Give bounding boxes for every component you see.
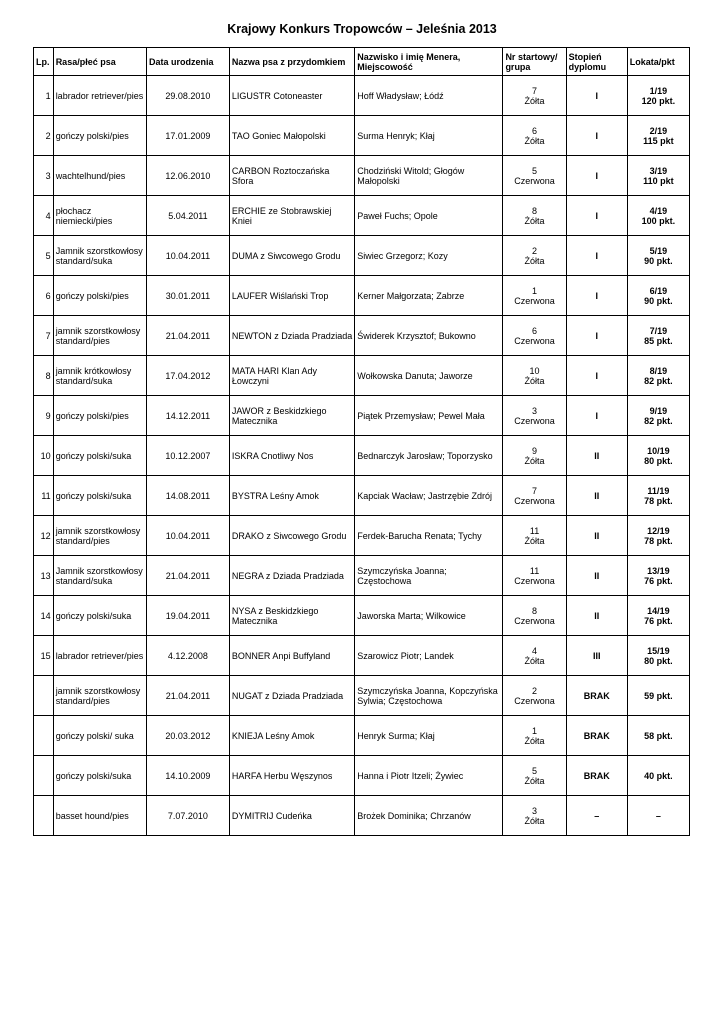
points: 110 pkt [643, 175, 674, 186]
placement: 14/19 [647, 605, 670, 616]
cell-lp [34, 796, 54, 836]
cell-lokata [627, 796, 689, 836]
group-name: Czerwona [514, 175, 555, 186]
cell-data: 10.04.2011 [146, 516, 229, 556]
cell-nazwa: NEGRA z Dziada Pradziada [229, 556, 354, 596]
cell-data: 17.04.2012 [146, 356, 229, 396]
table-row [34, 196, 690, 236]
cell-nazwa: KNIEJA Leśny Amok [229, 716, 354, 756]
cell-nazwa: DRAKO z Siwcowego Grodu [229, 516, 354, 556]
cell-lp [34, 756, 54, 796]
cell-nazwa: MATA HARI Klan Ady Łowczyni [229, 356, 354, 396]
table-row [34, 76, 690, 116]
cell-stopien: I [566, 76, 627, 116]
cell-stopien: BRAK [566, 756, 627, 796]
cell-nazwa: TAO Goniec Małopolski [229, 116, 354, 156]
header-menener: Nazwisko i imię Menera, Miejscowość [355, 48, 503, 76]
cell-data: 20.03.2012 [146, 716, 229, 756]
cell-nr [503, 356, 566, 396]
header-lp: Lp. [34, 48, 54, 76]
cell-stopien: I [566, 396, 627, 436]
group-name: Czerwona [514, 335, 555, 346]
cell-data: 21.04.2011 [146, 556, 229, 596]
cell-stopien: II [566, 476, 627, 516]
cell-lp: 4 [34, 196, 54, 236]
cell-nazwa: DYMITRIJ Cudeńka [229, 796, 354, 836]
start-number: 6 [532, 125, 538, 136]
cell-menener: Chodziński Witold; Głogów Małopolski [355, 156, 503, 196]
cell-data: 21.04.2011 [146, 676, 229, 716]
start-number: 2 [532, 685, 538, 696]
group-name: Żółta [524, 655, 545, 666]
header-nr: Nr startowy/ grupa [503, 48, 566, 76]
points: 120 pkt. [641, 95, 676, 106]
start-number: 1 [532, 285, 538, 296]
cell-menener: Piątek Przemysław; Pewel Mała [355, 396, 503, 436]
cell-stopien: II [566, 556, 627, 596]
cell-data: 14.10.2009 [146, 756, 229, 796]
table-row [34, 116, 690, 156]
cell-nazwa: JAWOR z Beskidzkiego Matecznika [229, 396, 354, 436]
cell-nazwa: ERCHIE ze Stobrawskiej Kniei [229, 196, 354, 236]
cell-lokata [627, 196, 689, 236]
cell-menener: Ferdek-Barucha Renata; Tychy [355, 516, 503, 556]
cell-nazwa: LIGUSTR Cotoneaster [229, 76, 354, 116]
start-number: 8 [532, 205, 538, 216]
cell-lokata [627, 476, 689, 516]
cell-data: 14.08.2011 [146, 476, 229, 516]
cell-data: 4.12.2008 [146, 636, 229, 676]
group-name: Żółta [524, 215, 545, 226]
cell-rasa: gończy polski/pies [53, 276, 146, 316]
start-number: 5 [532, 765, 538, 776]
start-number: 3 [532, 405, 538, 416]
placement: 7/19 [649, 325, 668, 336]
cell-menener: Siwiec Grzegorz; Kozy [355, 236, 503, 276]
cell-nr [503, 516, 566, 556]
table-row [34, 156, 690, 196]
placement: 6/19 [649, 285, 668, 296]
cell-lokata [627, 116, 689, 156]
cell-menener: Jaworska Marta; Wilkowice [355, 596, 503, 636]
cell-stopien: I [566, 236, 627, 276]
placement: 40 pkt. [644, 770, 673, 781]
points: 85 pkt. [644, 335, 673, 346]
cell-nazwa: NUGAT z Dziada Pradziada [229, 676, 354, 716]
cell-menener: Wołkowska Danuta; Jaworze [355, 356, 503, 396]
table-row [34, 676, 690, 716]
cell-nazwa: NEWTON z Dziada Pradziada [229, 316, 354, 356]
results-table [33, 47, 690, 836]
start-number: 7 [532, 85, 538, 96]
table-row [34, 556, 690, 596]
group-name: Czerwona [514, 615, 555, 626]
cell-data: 19.04.2011 [146, 596, 229, 636]
cell-menener: Brożek Dominika; Chrzanów [355, 796, 503, 836]
cell-lp: 15 [34, 636, 54, 676]
placement: 15/19 [647, 645, 670, 656]
cell-data: 7.07.2010 [146, 796, 229, 836]
cell-lokata [627, 636, 689, 676]
cell-rasa: jamnik krótkowłosy standard/suka [53, 356, 146, 396]
cell-nazwa: LAUFER Wiślański Trop [229, 276, 354, 316]
table-row [34, 756, 690, 796]
group-name: Żółta [524, 255, 545, 266]
page-title: Krajowy Konkurs Tropowców – Jeleśnia 2013 [227, 22, 497, 36]
cell-rasa: gończy polski/suka [53, 436, 146, 476]
table-row [34, 636, 690, 676]
cell-data: 29.08.2010 [146, 76, 229, 116]
cell-rasa: gończy polski/ suka [53, 716, 146, 756]
cell-rasa: gończy polski/suka [53, 476, 146, 516]
group-name: Żółta [524, 375, 545, 386]
placement: – [655, 810, 661, 821]
cell-menener: Bednarczyk Jarosław; Toporzysko [355, 436, 503, 476]
cell-nr [503, 756, 566, 796]
cell-rasa: gończy polski/suka [53, 596, 146, 636]
start-number: 11 [529, 525, 540, 536]
cell-data: 30.01.2011 [146, 276, 229, 316]
table-header-row [34, 48, 690, 76]
cell-nr [503, 396, 566, 436]
points: 82 pkt. [644, 415, 673, 426]
table-row [34, 476, 690, 516]
start-number: 5 [532, 165, 538, 176]
cell-rasa: Jamnik szorstkowłosy standard/suka [53, 556, 146, 596]
cell-rasa: labrador retriever/pies [53, 76, 146, 116]
placement: 9/19 [649, 405, 668, 416]
placement: 11/19 [647, 485, 670, 496]
cell-lokata [627, 156, 689, 196]
table-row [34, 316, 690, 356]
points: 115 pkt [643, 135, 674, 146]
cell-menener: Szymczyńska Joanna, Kopczyńska Sylwia; Częstochowa [355, 676, 503, 716]
cell-nazwa: ISKRA Cnotliwy Nos [229, 436, 354, 476]
start-number: 10 [529, 365, 540, 376]
cell-data: 17.01.2009 [146, 116, 229, 156]
header-rasa: Rasa/płeć psa [53, 48, 146, 76]
group-name: Czerwona [514, 495, 555, 506]
cell-nr [503, 156, 566, 196]
cell-nazwa: BONNER Anpi Buffyland [229, 636, 354, 676]
table-row [34, 596, 690, 636]
points: 80 pkt. [644, 455, 673, 466]
start-number: 1 [532, 725, 538, 736]
cell-lp: 12 [34, 516, 54, 556]
group-name: Żółta [524, 135, 545, 146]
cell-data: 12.06.2010 [146, 156, 229, 196]
start-number: 7 [532, 485, 538, 496]
cell-lp: 3 [34, 156, 54, 196]
header-nazwa: Nazwa psa z przydomkiem [229, 48, 354, 76]
points: 76 pkt. [644, 615, 673, 626]
cell-rasa: gończy polski/pies [53, 396, 146, 436]
group-name: Czerwona [514, 575, 555, 586]
cell-stopien: BRAK [566, 716, 627, 756]
cell-menener: Kerner Małgorzata; Zabrze [355, 276, 503, 316]
cell-nr [503, 636, 566, 676]
points: 100 pkt. [641, 215, 676, 226]
cell-rasa: jamnik szorstkowłosy standard/pies [53, 316, 146, 356]
cell-stopien: – [566, 796, 627, 836]
cell-lokata [627, 316, 689, 356]
cell-lp [34, 676, 54, 716]
placement: 10/19 [647, 445, 670, 456]
cell-menener: Kapciak Wacław; Jastrzębie Zdrój [355, 476, 503, 516]
cell-nr [503, 236, 566, 276]
placement: 13/19 [647, 565, 670, 576]
cell-lp: 9 [34, 396, 54, 436]
cell-lokata [627, 356, 689, 396]
table-row [34, 276, 690, 316]
cell-nr [503, 676, 566, 716]
start-number: 2 [532, 245, 538, 256]
cell-lokata [627, 596, 689, 636]
cell-rasa: jamnik szorstkowłosy standard/pies [53, 676, 146, 716]
placement: 5/19 [649, 245, 668, 256]
start-number: 3 [532, 805, 538, 816]
points: 80 pkt. [644, 655, 673, 666]
points: 90 pkt. [644, 255, 673, 266]
cell-stopien: I [566, 196, 627, 236]
placement: 59 pkt. [644, 690, 673, 701]
table-row [34, 396, 690, 436]
points: 76 pkt. [644, 575, 673, 586]
cell-lp: 2 [34, 116, 54, 156]
group-name: Czerwona [514, 695, 555, 706]
cell-nr [503, 436, 566, 476]
start-number: 4 [532, 645, 538, 656]
cell-lp: 11 [34, 476, 54, 516]
table-row [34, 356, 690, 396]
cell-lokata [627, 676, 689, 716]
cell-lp [34, 716, 54, 756]
cell-lokata [627, 716, 689, 756]
table-row [34, 436, 690, 476]
group-name: Czerwona [514, 295, 555, 306]
cell-nr [503, 196, 566, 236]
cell-stopien: II [566, 516, 627, 556]
group-name: Żółta [524, 815, 545, 826]
group-name: Żółta [524, 775, 545, 786]
group-name: Czerwona [514, 415, 555, 426]
placement: 8/19 [649, 365, 668, 376]
points: 78 pkt. [644, 535, 673, 546]
cell-stopien: BRAK [566, 676, 627, 716]
cell-nr [503, 716, 566, 756]
cell-lp: 8 [34, 356, 54, 396]
cell-nr [503, 76, 566, 116]
cell-data: 10.04.2011 [146, 236, 229, 276]
cell-rasa: labrador retriever/pies [53, 636, 146, 676]
cell-lokata [627, 516, 689, 556]
cell-stopien: I [566, 276, 627, 316]
cell-rasa: jamnik szorstkowłosy standard/pies [53, 516, 146, 556]
cell-menener: Szymczyńska Joanna; Częstochowa [355, 556, 503, 596]
cell-menener: Paweł Fuchs; Opole [355, 196, 503, 236]
placement: 1/19 [649, 85, 668, 96]
cell-lokata [627, 756, 689, 796]
cell-stopien: II [566, 596, 627, 636]
cell-nazwa: DUMA z Siwcowego Grodu [229, 236, 354, 276]
cell-stopien: III [566, 636, 627, 676]
cell-nr [503, 316, 566, 356]
cell-nr [503, 276, 566, 316]
placement: 3/19 [649, 165, 668, 176]
placement: 4/19 [649, 205, 668, 216]
placement: 12/19 [647, 525, 670, 536]
cell-rasa: wachtelhund/pies [53, 156, 146, 196]
table-row [34, 516, 690, 556]
cell-stopien: I [566, 316, 627, 356]
cell-data: 14.12.2011 [146, 396, 229, 436]
cell-nr [503, 796, 566, 836]
header-data: Data urodzenia [146, 48, 229, 76]
group-name: Żółta [524, 455, 545, 466]
cell-nr [503, 116, 566, 156]
cell-menener: Hoff Władysław; Łódź [355, 76, 503, 116]
cell-lokata [627, 396, 689, 436]
cell-nazwa: CARBON Roztoczańska Sfora [229, 156, 354, 196]
cell-rasa: gończy polski/suka [53, 756, 146, 796]
cell-nazwa: BYSTRA Leśny Amok [229, 476, 354, 516]
cell-menener: Hanna i Piotr Itzeli; Żywiec [355, 756, 503, 796]
points: 82 pkt. [644, 375, 673, 386]
cell-rasa: płochacz niemiecki/pies [53, 196, 146, 236]
start-number: 11 [529, 565, 540, 576]
cell-lp: 5 [34, 236, 54, 276]
results-body [34, 76, 690, 836]
cell-nr [503, 476, 566, 516]
cell-lokata [627, 276, 689, 316]
cell-stopien: II [566, 436, 627, 476]
cell-lokata [627, 436, 689, 476]
cell-lokata [627, 236, 689, 276]
header-stopien: Stopień dyplomu [566, 48, 627, 76]
header-lokata: Lokata/pkt [627, 48, 689, 76]
start-number: 8 [532, 605, 538, 616]
cell-lp: 6 [34, 276, 54, 316]
start-number: 9 [532, 445, 538, 456]
start-number: 6 [532, 325, 538, 336]
placement: 58 pkt. [644, 730, 673, 741]
cell-stopien: I [566, 116, 627, 156]
cell-nazwa: HARFA Herbu Węszynos [229, 756, 354, 796]
cell-rasa: Jamnik szorstkowłosy standard/suka [53, 236, 146, 276]
table-row [34, 716, 690, 756]
cell-stopien: I [566, 156, 627, 196]
cell-data: 10.12.2007 [146, 436, 229, 476]
cell-lp: 14 [34, 596, 54, 636]
cell-nr [503, 596, 566, 636]
cell-menener: Świderek Krzysztof; Bukowno [355, 316, 503, 356]
points: 90 pkt. [644, 295, 673, 306]
cell-menener: Henryk Surma; Kłaj [355, 716, 503, 756]
placement: 2/19 [649, 125, 668, 136]
cell-rasa: gończy polski/pies [53, 116, 146, 156]
cell-menener: Szarowicz Piotr; Landek [355, 636, 503, 676]
cell-lp: 10 [34, 436, 54, 476]
table-row [34, 236, 690, 276]
cell-lokata [627, 556, 689, 596]
cell-lp: 1 [34, 76, 54, 116]
cell-lp: 7 [34, 316, 54, 356]
table-row [34, 796, 690, 836]
group-name: Żółta [524, 95, 545, 106]
cell-menener: Surma Henryk; Kłaj [355, 116, 503, 156]
cell-data: 5.04.2011 [146, 196, 229, 236]
points: 78 pkt. [644, 495, 673, 506]
cell-lokata [627, 76, 689, 116]
cell-data: 21.04.2011 [146, 316, 229, 356]
cell-stopien: I [566, 356, 627, 396]
cell-rasa: basset hound/pies [53, 796, 146, 836]
cell-nr [503, 556, 566, 596]
group-name: Żółta [524, 535, 545, 546]
cell-nazwa: NYSA z Beskidzkiego Matecznika [229, 596, 354, 636]
cell-lp: 13 [34, 556, 54, 596]
group-name: Żółta [524, 735, 545, 746]
